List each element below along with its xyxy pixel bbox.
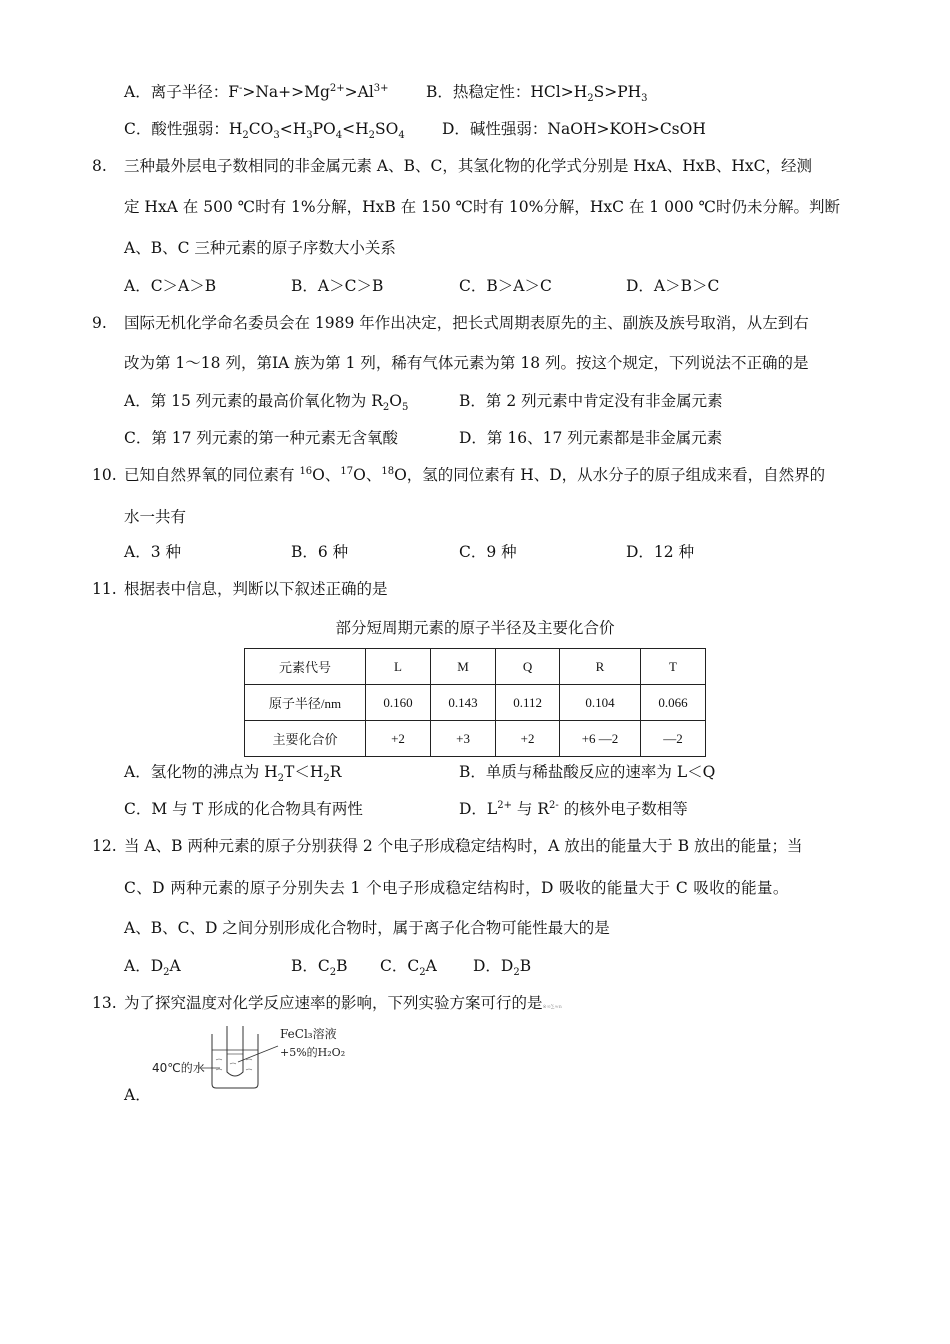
q8-stem-line1: 三种最外层电子数相同的非金属元素 A、B、C，其氢化物的化学式分别是 HxA、HxB、HxC，经测	[124, 157, 813, 175]
q8-option-d: D．A＞B＞C	[626, 277, 720, 295]
q12-option-c: C．$C_2A$	[380, 957, 437, 979]
q11-option-d: D．$L^{2+}$ 与 $R^{2-}$ 的核外电子数相等	[459, 799, 688, 818]
table-cell: 0.104	[560, 685, 641, 721]
q10-option-b: B．6 种	[291, 543, 349, 561]
q8-option-c: C．B＞A＞C	[459, 277, 552, 295]
q12-stem-line3: A、B、C、D 之间分别形成化合物时，属于离子化合物可能性最大的是	[124, 919, 610, 937]
q7-option-a: A．离子半径：$F^->Na+>Mg^{2+}>Al^{3+}$	[124, 82, 389, 101]
table-cell: 主要化合价	[245, 721, 366, 757]
q12-stem-line2: C、D 两种元素的原子分别失去 1 个电子形成稳定结构时，D 吸收的能量大于 C 吸收的能量。	[124, 879, 789, 897]
q8-stem-line2: 定 HxA 在 500 ℃时有 1%分解，HxB 在 150 ℃时有 10%分解，HxC 在 1 000 ℃时仍未分解。判断	[124, 198, 840, 216]
q10-stem-line1: 已知自然界氧的同位素有 $^{16}$O、$^{17}$O、$^{18}$O，氢的同位素有 H、D，从水分子的原子组成来看，自然界的	[124, 465, 826, 484]
table-cell: 0.112	[496, 685, 560, 721]
table-cell: 0.143	[431, 685, 496, 721]
q10-option-a: A．3 种	[124, 543, 181, 561]
q7-option-d: D．碱性强弱：NaOH>KOH>CsOH	[442, 120, 706, 138]
q11-option-b: B．单质与稀盐酸反应的速率为 L＜Q	[459, 763, 716, 781]
q10-option-d: D．12 种	[626, 543, 695, 561]
q9-option-c: C．第 17 列元素的第一种元素无含氧酸	[124, 429, 398, 447]
table-cell: L	[366, 649, 431, 685]
element-table	[244, 648, 706, 757]
table-cell: —2	[640, 721, 705, 757]
table-row	[245, 721, 706, 757]
table-cell: 0.160	[366, 685, 431, 721]
table-cell: R	[560, 649, 641, 685]
q9-option-a: A．第 15 列元素的最高价氧化物为 $R_2O_5$	[124, 392, 409, 414]
q9-option-d: D．第 16、17 列元素都是非金属元素	[459, 429, 723, 447]
table-row	[245, 685, 706, 721]
q8-number: 8.	[92, 157, 107, 175]
q11-option-a: A．氢化物的沸点为 $H_2T<H_2R$	[124, 763, 342, 785]
table-row	[245, 649, 706, 685]
q8-stem-line3: A、B、C 三种元素的原子序数大小关系	[124, 239, 396, 257]
table-cell: +2	[366, 721, 431, 757]
table-cell: +2	[496, 721, 560, 757]
table-caption: 部分短周期元素的原子半径及主要化合价	[335, 619, 615, 637]
q13-number: 13.	[92, 994, 117, 1012]
q12-option-b: B．$C_2B$	[291, 957, 348, 979]
water-label: 40℃的水	[152, 1061, 205, 1075]
q8-option-b: B．A＞C＞B	[291, 277, 384, 295]
q10-option-c: C．9 种	[459, 543, 517, 561]
q8-option-a: A．C＞A＞B	[124, 277, 217, 295]
q9-number: 9.	[92, 314, 107, 332]
q12-option-a: A．$D_2A$	[124, 957, 181, 979]
table-cell: +3	[431, 721, 496, 757]
table-cell: M	[431, 649, 496, 685]
watermark-text: ※∞∑≈n	[542, 1004, 562, 1010]
q9-option-b: B．第 2 列元素中肯定没有非金属元素	[459, 392, 723, 410]
q13-option-a: A．	[124, 1086, 151, 1104]
q7-option-c: C．酸性强弱：$H_2CO_3<H_3PO_4<H_2SO_4$	[124, 120, 405, 142]
water-ripple-marks	[216, 1059, 252, 1070]
table-cell: 元素代号	[245, 649, 366, 685]
q10-number: 10.	[92, 466, 117, 484]
q9-stem-line1: 国际无机化学命名委员会在 1989 年作出决定，把长式周期表原先的主、副族及族号取消，从左到右	[124, 314, 809, 332]
solution-label-1: FeCl₃溶液	[280, 1027, 337, 1041]
solution-label-2: +5%的H₂O₂	[280, 1046, 346, 1059]
table-cell: T	[640, 649, 705, 685]
q13-stem-line1: 为了探究温度对化学反应速率的影响，下列实验方案可行的是※∞∑≈n	[124, 994, 562, 1012]
q7-option-b: B．热稳定性：$HCl>H_2S>PH_3$	[426, 83, 648, 105]
q10-stem-line2: 水一共有	[124, 508, 187, 526]
water-bath-figure	[150, 1024, 360, 1094]
outer-beaker	[212, 1034, 258, 1088]
table-cell: 0.066	[640, 685, 705, 721]
q11-option-c: C．M 与 T 形成的化合物具有两性	[124, 800, 363, 818]
q12-option-d: D．$D_2B$	[473, 957, 532, 979]
q11-stem-line1: 根据表中信息，判断以下叙述正确的是	[124, 580, 388, 598]
q12-stem-line1: 当 A、B 两种元素的原子分别获得 2 个电子形成稳定结构时，A 放出的能量大于 B 放出的能量；当	[124, 837, 803, 855]
table-cell: +6 —2	[560, 721, 641, 757]
q11-number: 11.	[92, 580, 117, 598]
table-cell: 原子半径/nm	[245, 685, 366, 721]
q12-number: 12.	[92, 837, 117, 855]
table-cell: Q	[496, 649, 560, 685]
test-tube	[227, 1026, 243, 1076]
q9-stem-line2: 改为第 1～18 列，第ⅠA 族为第 1 列，稀有气体元素为第 18 列。按这个规定，下列说法不正确的是	[124, 354, 809, 372]
